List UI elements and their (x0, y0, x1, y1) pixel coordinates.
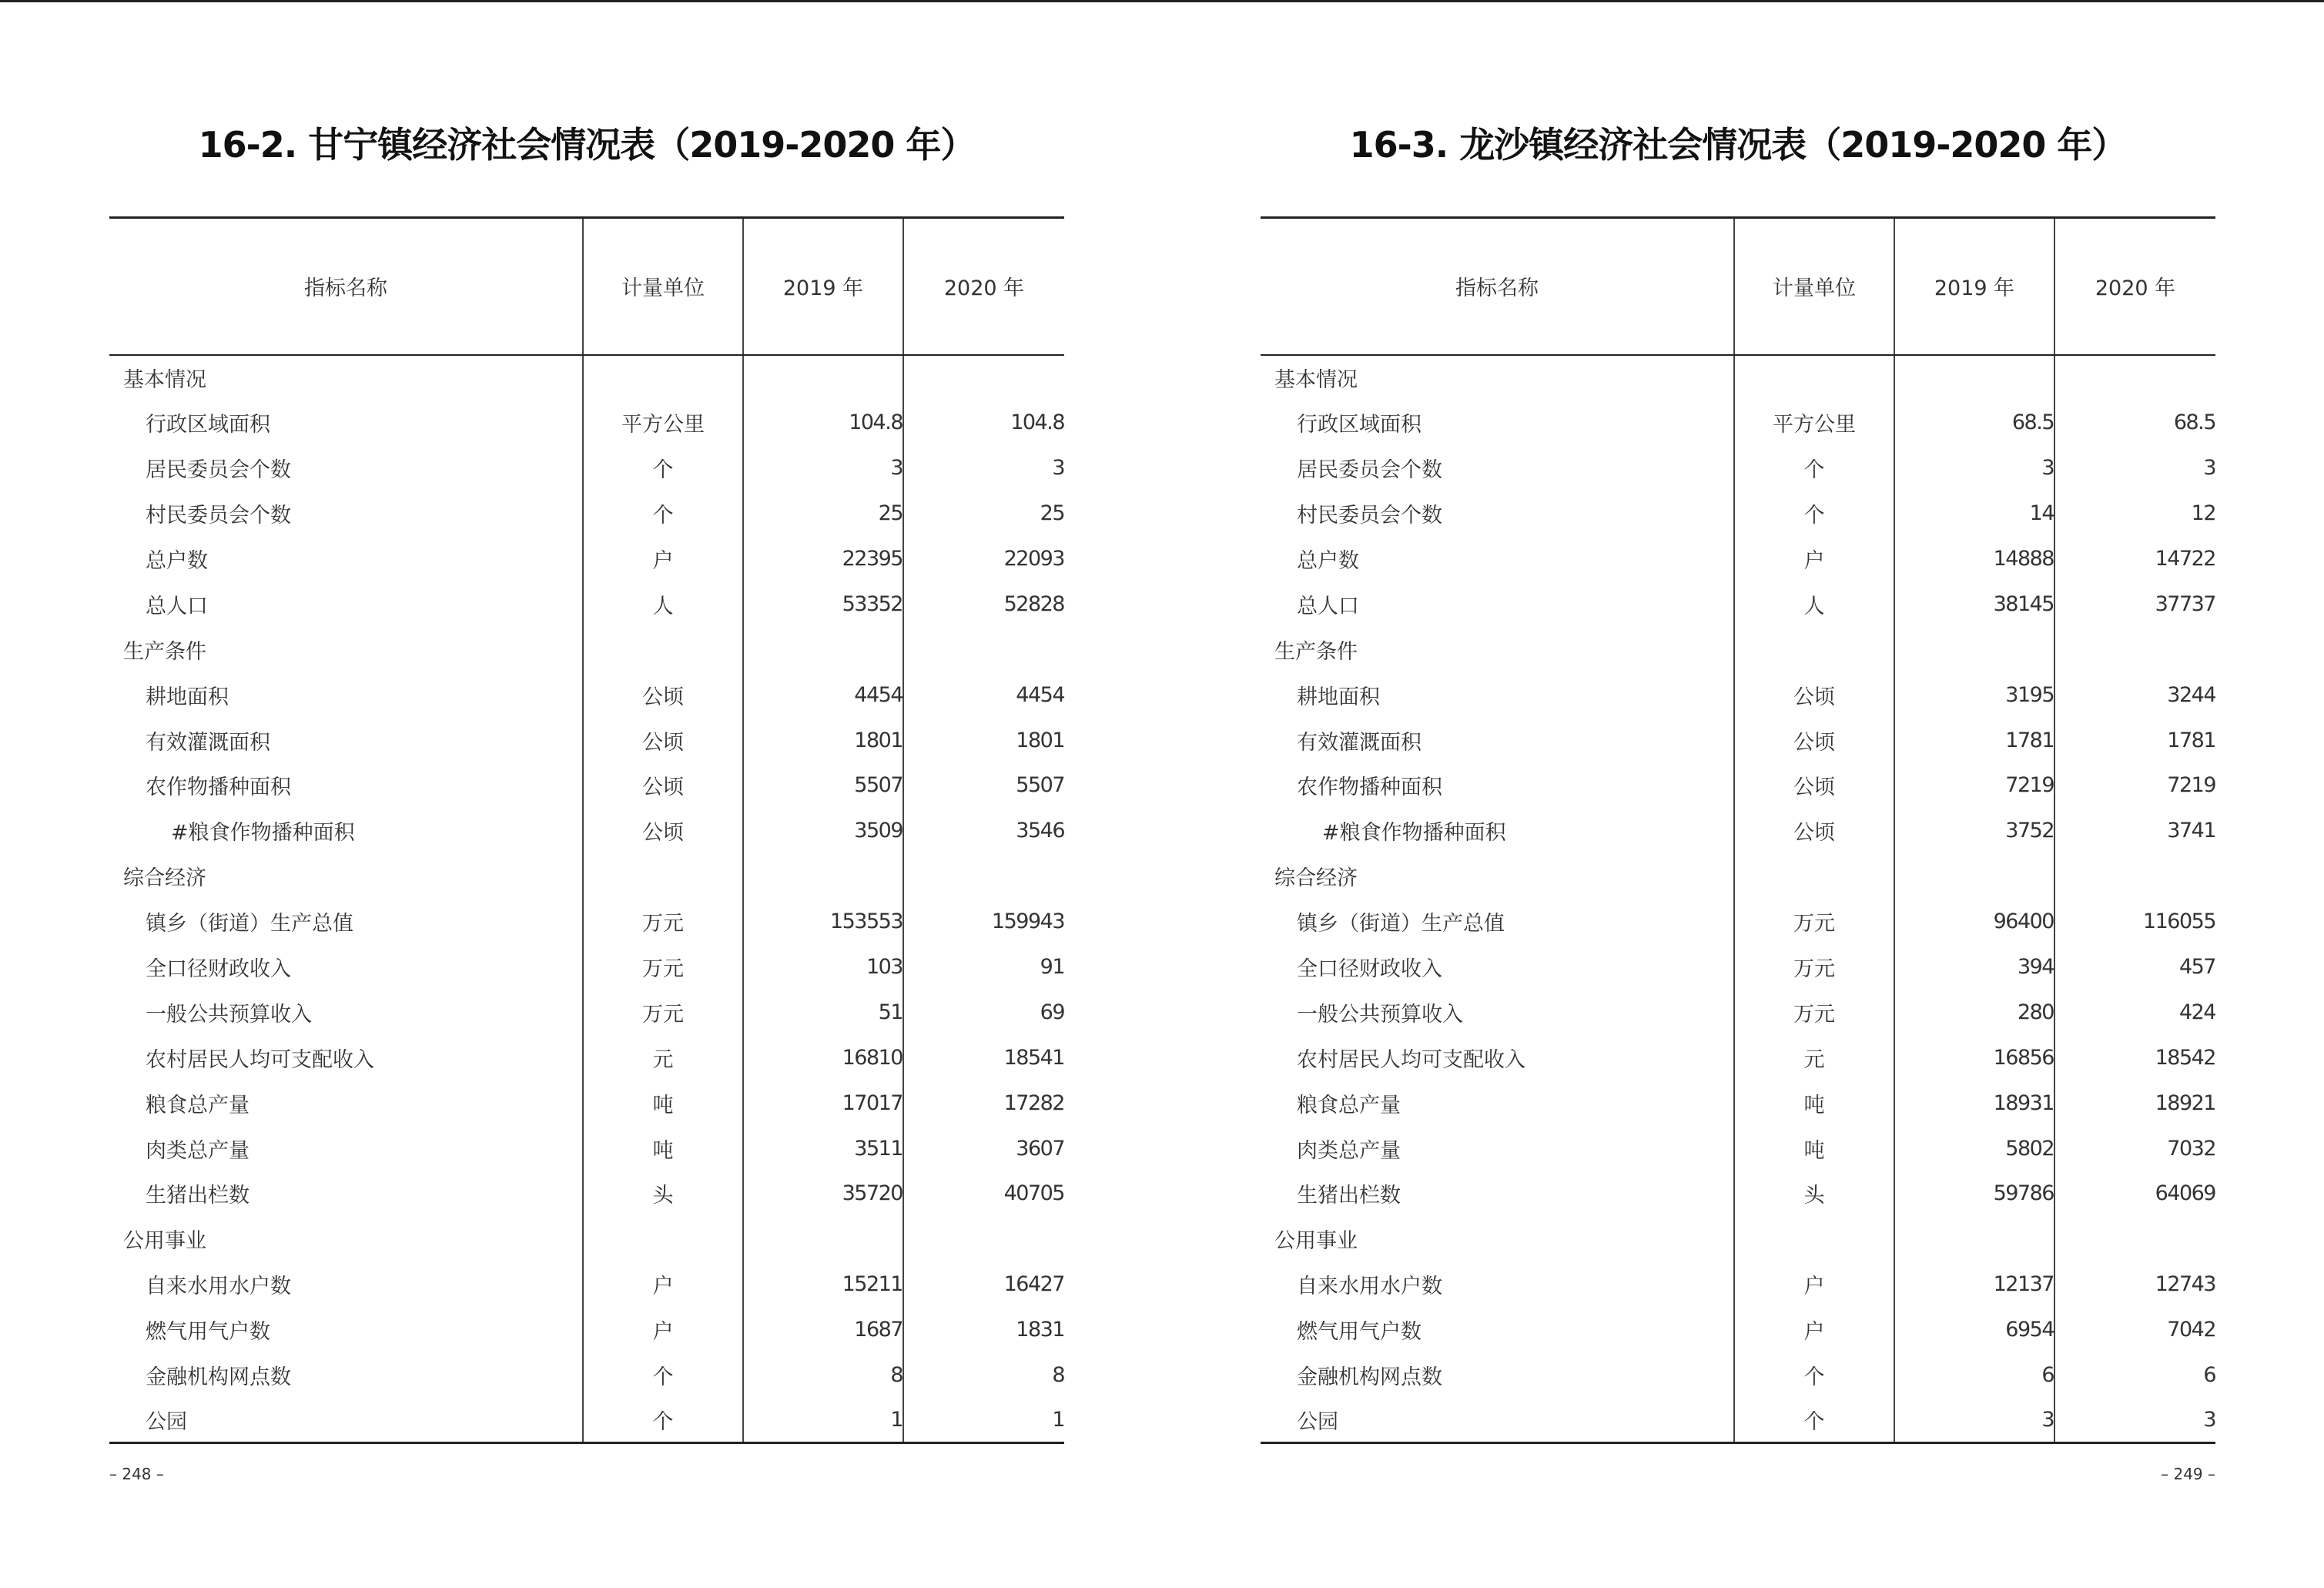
row-value-2019: 25 (743, 491, 903, 536)
row-name: 肉类总产量 (1297, 1138, 1401, 1163)
row-unit: 公顷 (1734, 672, 1894, 718)
row-unit: 户 (1734, 1307, 1894, 1352)
header-year-2020: 2020 年 (2054, 218, 2215, 355)
table-header-row (109, 218, 1064, 355)
row-unit: 公顷 (583, 763, 743, 809)
row-name: 自来水用水户数 (1297, 1275, 1442, 1299)
table-row (1261, 1035, 2215, 1080)
row-value-2019: 280 (1894, 990, 2054, 1035)
row-value-2020: 91 (903, 944, 1064, 990)
row-value-2019: 22395 (743, 536, 903, 581)
row-unit: 公顷 (583, 672, 743, 718)
row-unit: 万元 (583, 944, 743, 990)
row-value-2020: 159943 (903, 899, 1064, 944)
table-row (109, 1035, 1064, 1080)
row-value-2019: 4454 (743, 672, 903, 718)
row-unit: 人 (583, 581, 743, 627)
row-unit: 个 (1734, 1398, 1894, 1443)
row-unit: 吨 (1734, 1080, 1894, 1126)
stats-table-container (1261, 216, 2215, 1444)
stats-table-container (109, 216, 1064, 1444)
table-row (109, 536, 1064, 581)
row-value-2020: 52828 (903, 581, 1064, 627)
row-name: 生产条件 (123, 639, 206, 664)
row-unit: 头 (583, 1171, 743, 1217)
table-row-section (109, 355, 1064, 400)
table-row-section (109, 853, 1064, 899)
row-value-2020: 14722 (2054, 536, 2215, 581)
row-value-2019: 18931 (1894, 1080, 2054, 1126)
row-unit: 平方公里 (1734, 400, 1894, 445)
row-unit: 公顷 (1734, 718, 1894, 763)
row-value-2019: 6954 (1894, 1307, 2054, 1352)
row-value-2020: 69 (903, 990, 1064, 1035)
row-value-2019: 1 (743, 1398, 903, 1443)
row-name: 总户数 (146, 549, 208, 573)
row-value-2019: 5507 (743, 763, 903, 809)
row-value-2019: 14 (1894, 491, 2054, 536)
table-row (1261, 445, 2215, 491)
table-row (1261, 718, 2215, 763)
row-value-2020: 116055 (2054, 899, 2215, 944)
table-row (1261, 944, 2215, 990)
row-unit: 元 (1734, 1035, 1894, 1080)
row-value-2020: 12 (2054, 491, 2215, 536)
row-name: 镇乡（街道）生产总值 (1297, 912, 1505, 936)
table-row (109, 718, 1064, 763)
row-value-2019: 16810 (743, 1035, 903, 1080)
row-name: 公园 (109, 1398, 583, 1443)
row-unit: 个 (1734, 491, 1894, 536)
row-name: 村民委员会个数 (146, 504, 291, 528)
row-name: 农作物播种面积 (146, 776, 291, 800)
table-row (1261, 1398, 2215, 1443)
row-name: 基本情况 (1274, 367, 1358, 392)
row-unit: 万元 (1734, 899, 1894, 944)
row-name: 综合经济 (1274, 866, 1358, 891)
row-value-2020: 1 (903, 1398, 1064, 1443)
row-value-2020: 12743 (2054, 1261, 2215, 1307)
table-body (109, 355, 1064, 1443)
row-value-2020: 18542 (2054, 1035, 2215, 1080)
row-value-2020: 18541 (903, 1035, 1064, 1080)
row-name: 农作物播种面积 (1297, 776, 1442, 800)
row-value-2020: 3244 (2054, 672, 2215, 718)
table-row (109, 899, 1064, 944)
row-value-2019: 6 (1894, 1352, 2054, 1398)
row-name: 耕地面积 (1297, 685, 1380, 709)
table-row-section (109, 1216, 1064, 1261)
row-value-2019: 15211 (743, 1261, 903, 1307)
header-year-2020: 2020 年 (903, 218, 1064, 355)
row-name: 居民委员会个数 (146, 458, 291, 483)
row-unit: 公顷 (1734, 808, 1894, 853)
table-row (109, 944, 1064, 990)
row-value-2020: 40705 (903, 1171, 1064, 1217)
table-row (1261, 400, 2215, 445)
table-row (1261, 1080, 2215, 1126)
row-unit: 个 (583, 1398, 743, 1443)
row-value-2020 (2054, 1216, 2215, 1261)
table-row (1261, 1261, 2215, 1307)
row-value-2020: 16427 (903, 1261, 1064, 1307)
table-row (109, 672, 1064, 718)
row-value-2019: 3 (1894, 1398, 2054, 1443)
row-value-2019 (743, 853, 903, 899)
row-unit: 万元 (583, 899, 743, 944)
row-value-2019 (1894, 355, 2054, 400)
row-name: 耕地面积 (146, 685, 229, 709)
row-value-2019: 1801 (743, 718, 903, 763)
table-row (109, 1171, 1064, 1217)
table-row (109, 990, 1064, 1035)
table-row (109, 1352, 1064, 1398)
page-number: – 248 – (109, 1465, 164, 1483)
row-value-2020: 22093 (903, 536, 1064, 581)
row-value-2019 (1894, 627, 2054, 672)
row-value-2019: 103 (743, 944, 903, 990)
row-value-2020: 25 (903, 491, 1064, 536)
row-unit: 个 (583, 445, 743, 491)
table-row-section (109, 627, 1064, 672)
row-name: 行政区域面积 (1297, 413, 1422, 437)
page-number: – 249 – (2161, 1465, 2215, 1483)
table-row-section (1261, 853, 2215, 899)
header-unit: 计量单位 (1734, 218, 1894, 355)
page-title: 16-2. 甘宁镇经济社会情况表（2019-2020 年） (198, 124, 976, 166)
table-row (1261, 990, 2215, 1035)
row-value-2019: 3 (1894, 445, 2054, 491)
table-row (1261, 581, 2215, 627)
table-row-section (1261, 1216, 2215, 1261)
row-unit: 公顷 (583, 808, 743, 853)
table-header-row (1261, 218, 2215, 355)
row-value-2020: 7042 (2054, 1307, 2215, 1352)
row-name: 公用事业 (123, 1229, 206, 1254)
row-value-2020: 424 (2054, 990, 2215, 1035)
row-value-2019 (743, 627, 903, 672)
row-value-2020: 17282 (903, 1080, 1064, 1126)
row-name: 一般公共预算收入 (1297, 1002, 1463, 1027)
header-indicator-name: 指标名称 (109, 218, 583, 355)
row-name: 总人口 (1297, 594, 1359, 618)
row-value-2020: 4454 (903, 672, 1064, 718)
header-year-2019: 2019 年 (1894, 218, 2054, 355)
row-value-2020: 5507 (903, 763, 1064, 809)
table-row-section (1261, 355, 2215, 400)
row-value-2019: 14888 (1894, 536, 2054, 581)
row-unit: 个 (583, 1352, 743, 1398)
row-unit: 个 (1734, 445, 1894, 491)
row-unit (1734, 355, 1894, 400)
page-title: 16-3. 龙沙镇经济社会情况表（2019-2020 年） (1349, 124, 2127, 166)
row-value-2019: 51 (743, 990, 903, 1035)
row-value-2019: 38145 (1894, 581, 2054, 627)
row-value-2019: 35720 (743, 1171, 903, 1217)
row-name: 生猪出栏数 (146, 1184, 249, 1208)
row-value-2020 (903, 853, 1064, 899)
row-value-2020: 1831 (903, 1307, 1064, 1352)
row-value-2020: 457 (2054, 944, 2215, 990)
row-name: 基本情况 (123, 367, 206, 392)
row-value-2020: 1781 (2054, 718, 2215, 763)
row-unit: 公顷 (1734, 763, 1894, 809)
row-unit: 万元 (1734, 944, 1894, 990)
row-name: 金融机构网点数 (1297, 1365, 1442, 1390)
header-year-2019: 2019 年 (743, 218, 903, 355)
row-value-2020 (903, 1216, 1064, 1261)
table-row (109, 445, 1064, 491)
row-unit: 公顷 (583, 718, 743, 763)
row-value-2020: 7032 (2054, 1126, 2215, 1171)
row-value-2019: 3752 (1894, 808, 2054, 853)
row-unit (1734, 853, 1894, 899)
row-value-2020 (2054, 355, 2215, 400)
row-name: 农村居民人均可支配收入 (1297, 1047, 1525, 1072)
row-name: 镇乡（街道）生产总值 (146, 912, 353, 936)
row-unit: 平方公里 (583, 400, 743, 445)
row-value-2019: 3509 (743, 808, 903, 853)
row-unit: 吨 (1734, 1126, 1894, 1171)
row-name: 金融机构网点数 (146, 1365, 291, 1390)
row-name: 全口径财政收入 (146, 957, 291, 982)
row-unit: 户 (583, 1261, 743, 1307)
row-value-2020: 3 (2054, 1398, 2215, 1443)
table-row (109, 1126, 1064, 1171)
row-name: 生猪出栏数 (1297, 1184, 1401, 1208)
row-value-2020: 3741 (2054, 808, 2215, 853)
table-row (109, 1080, 1064, 1126)
row-name: 粮食总产量 (146, 1093, 249, 1117)
row-value-2020: 6 (2054, 1352, 2215, 1398)
row-value-2019 (743, 1216, 903, 1261)
row-unit: 万元 (1734, 990, 1894, 1035)
row-name: 公用事业 (1274, 1229, 1358, 1254)
row-name: 有效灌溉面积 (1297, 730, 1422, 755)
row-unit: 元 (583, 1035, 743, 1080)
table-row (1261, 899, 2215, 944)
row-unit (583, 355, 743, 400)
row-unit: 吨 (583, 1126, 743, 1171)
table-row (109, 581, 1064, 627)
row-unit: 头 (1734, 1171, 1894, 1217)
row-name: 燃气用气户数 (146, 1320, 270, 1345)
row-value-2020 (2054, 627, 2215, 672)
row-value-2019 (743, 355, 903, 400)
table-row-section (1261, 627, 2215, 672)
header-unit: 计量单位 (583, 218, 743, 355)
row-value-2019: 1781 (1894, 718, 2054, 763)
row-name: 生产条件 (1274, 639, 1358, 664)
table-row (109, 1261, 1064, 1307)
row-value-2019: 3 (743, 445, 903, 491)
row-value-2019: 5802 (1894, 1126, 2054, 1171)
row-value-2019: 7219 (1894, 763, 2054, 809)
row-value-2019: 17017 (743, 1080, 903, 1126)
row-unit (583, 1216, 743, 1261)
row-name: 总户数 (1297, 549, 1359, 573)
row-name: 粮食总产量 (1297, 1093, 1401, 1117)
row-value-2019: 3195 (1894, 672, 2054, 718)
header-indicator-name: 指标名称 (1261, 218, 1734, 355)
stats-table (109, 216, 1064, 1444)
row-unit: 个 (583, 491, 743, 536)
row-value-2020: 8 (903, 1352, 1064, 1398)
stats-table (1261, 216, 2215, 1444)
row-value-2020: 37737 (2054, 581, 2215, 627)
row-name: 居民委员会个数 (1297, 458, 1442, 483)
table-row (109, 1398, 1064, 1443)
row-value-2020: 18921 (2054, 1080, 2215, 1126)
table-row (1261, 1307, 2215, 1352)
row-value-2019: 16856 (1894, 1035, 2054, 1080)
row-value-2020 (903, 355, 1064, 400)
right-page (1261, 0, 2215, 1588)
row-name: 总人口 (146, 594, 208, 618)
row-unit: 个 (1734, 1352, 1894, 1398)
row-name: 自来水用水户数 (146, 1275, 291, 1299)
row-name: 全口径财政收入 (1297, 957, 1442, 982)
row-name: 有效灌溉面积 (146, 730, 270, 755)
row-name: 肉类总产量 (146, 1138, 249, 1163)
row-value-2020: 3607 (903, 1126, 1064, 1171)
row-unit (583, 627, 743, 672)
row-unit: 户 (1734, 536, 1894, 581)
table-row (1261, 491, 2215, 536)
row-value-2019: 8 (743, 1352, 903, 1398)
row-name: 燃气用气户数 (1297, 1320, 1422, 1345)
row-value-2019: 96400 (1894, 899, 2054, 944)
row-value-2020: 1801 (903, 718, 1064, 763)
table-row (109, 400, 1064, 445)
row-value-2019: 59786 (1894, 1171, 2054, 1217)
row-value-2019: 68.5 (1894, 400, 2054, 445)
row-value-2019 (1894, 1216, 2054, 1261)
row-value-2019: 104.8 (743, 400, 903, 445)
table-row (1261, 763, 2215, 809)
row-value-2020: 68.5 (2054, 400, 2215, 445)
row-unit (583, 853, 743, 899)
table-row (1261, 672, 2215, 718)
row-unit: 万元 (583, 990, 743, 1035)
table-row (1261, 1126, 2215, 1171)
row-value-2020: 64069 (2054, 1171, 2215, 1217)
row-name: #粮食作物播种面积 (1322, 821, 1506, 846)
table-row (1261, 536, 2215, 581)
row-value-2019: 3511 (743, 1126, 903, 1171)
row-value-2019: 153553 (743, 899, 903, 944)
left-page (109, 0, 1064, 1588)
table-row (109, 808, 1064, 853)
row-value-2019: 394 (1894, 944, 2054, 990)
row-name: 综合经济 (123, 866, 206, 891)
row-unit: 吨 (583, 1080, 743, 1126)
row-unit (1734, 1216, 1894, 1261)
table-row (1261, 1352, 2215, 1398)
row-value-2020: 7219 (2054, 763, 2215, 809)
table-row (1261, 808, 2215, 853)
row-name: 一般公共预算收入 (146, 1002, 312, 1027)
row-value-2020 (903, 627, 1064, 672)
row-name: 农村居民人均可支配收入 (146, 1047, 374, 1072)
row-name: 村民委员会个数 (1297, 504, 1442, 528)
row-value-2020: 104.8 (903, 400, 1064, 445)
row-name: #粮食作物播种面积 (171, 821, 355, 846)
row-unit: 户 (583, 536, 743, 581)
table-row (109, 491, 1064, 536)
row-value-2020: 3 (2054, 445, 2215, 491)
row-value-2019: 12137 (1894, 1261, 2054, 1307)
row-value-2020 (2054, 853, 2215, 899)
row-value-2020: 3 (903, 445, 1064, 491)
row-value-2019 (1894, 853, 2054, 899)
row-value-2020: 3546 (903, 808, 1064, 853)
table-row (109, 763, 1064, 809)
row-unit: 户 (583, 1307, 743, 1352)
table-row (1261, 1171, 2215, 1217)
table-body (1261, 355, 2215, 1443)
row-unit: 户 (1734, 1261, 1894, 1307)
row-name: 公园 (1261, 1398, 1734, 1443)
row-unit (1734, 627, 1894, 672)
row-unit: 人 (1734, 581, 1894, 627)
table-row (109, 1307, 1064, 1352)
row-value-2019: 1687 (743, 1307, 903, 1352)
row-name: 行政区域面积 (146, 413, 270, 437)
row-value-2019: 53352 (743, 581, 903, 627)
